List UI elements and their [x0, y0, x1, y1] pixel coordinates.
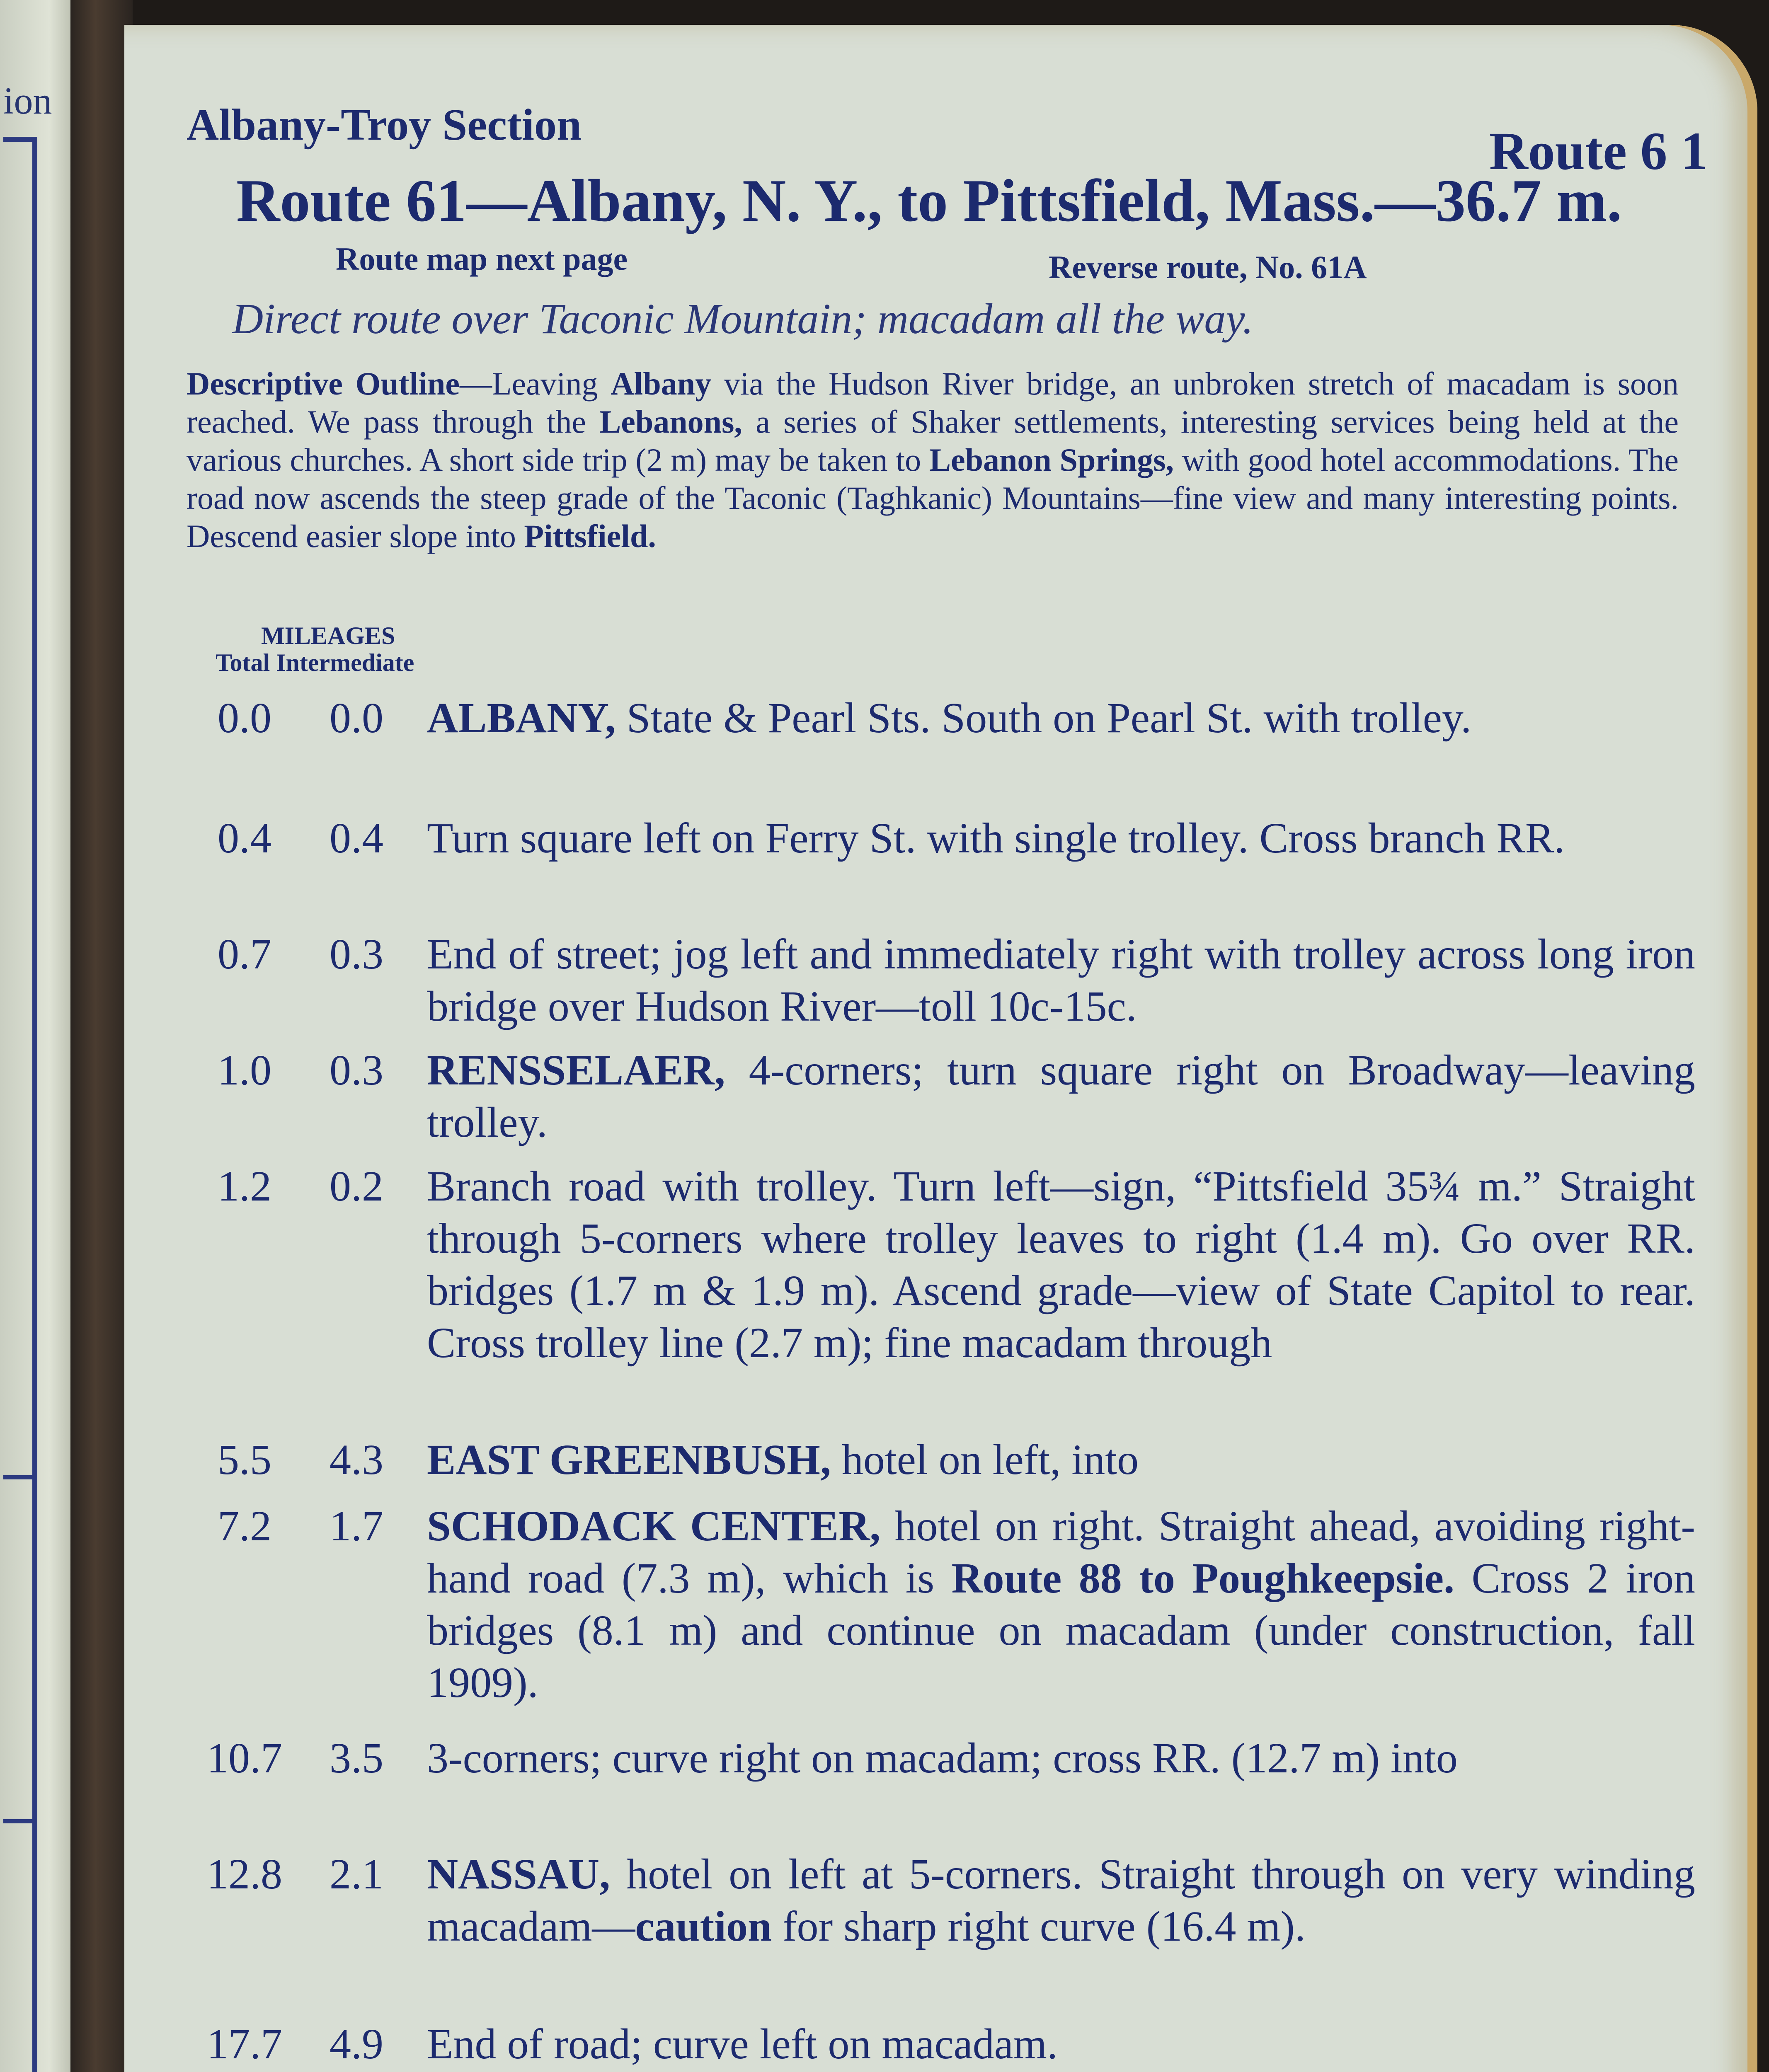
previous-page-frame [3, 137, 37, 2072]
reverse-route-note: Reverse route, No. 61A [1049, 249, 1367, 285]
route-map-note: Route map next page [336, 241, 628, 277]
total-mileage: 1.0 [218, 1046, 271, 1094]
total-mileage: 7.2 [218, 1502, 271, 1550]
outline-place: Albany [611, 366, 712, 402]
route-number: Route 6 1 [1489, 121, 1708, 181]
entry-description: ALBANY, State & Pearl Sts. South on Pearl St. with trolley. [427, 694, 1472, 742]
entry-description: 3-corners; curve right on macadam; cross RR. (12.7 m) into [427, 1734, 1458, 1782]
entry-description: End of street; jog left and immediately right with trolley across long iron bridge over Hudson River—toll 10c-15c. [427, 930, 1695, 1030]
intermediate-mileage: 0.3 [330, 930, 383, 978]
book-gutter [70, 0, 133, 2072]
outline-label: Descriptive Outline [187, 366, 460, 402]
intermediate-mileage: 0.0 [330, 694, 383, 742]
total-mileage: 0.0 [218, 694, 271, 742]
entry-description: RENSSELAER, 4-corners; turn square right on Broadway—leaving trolley. [427, 1046, 1695, 1146]
mileages-header: MILEAGES [261, 622, 395, 649]
previous-page-rule [3, 1475, 32, 1479]
outline-place: Pittsfield. [524, 518, 656, 554]
section-label: Albany-Troy Section [187, 100, 582, 150]
direct-route-note: Direct route over Taconic Mountain; macadam all the way. [232, 295, 1253, 343]
intermediate-mileage: 0.3 [330, 1046, 383, 1094]
descriptive-outline [187, 365, 1679, 555]
entry-description: Turn square left on Ferry St. with single trolley. Cross branch RR. [427, 814, 1565, 862]
intermediate-mileage: 3.5 [330, 1734, 383, 1782]
intermediate-mileage: 4.3 [330, 1436, 383, 1484]
entry-description: Branch road with trolley. Turn left—sign, “Pittsfield 35¾ m.” Straight through 5-corners where trolley leaves to right (1.4 m). Go over RR. bridges (1.7 m & 1.9 m). Ascend grade—view of State Capitol to rear. Cross trolley line (2.7 m); fine macadam through [427, 1162, 1695, 1367]
total-mileage: 0.4 [218, 814, 271, 862]
outline-text: with good hotel accommodations. The road now ascends the steep grade of the Taconic (Taghkanic) Mountains—fine view and many interesting points. Descend easier slope into [187, 442, 1679, 554]
total-mileage: 10.7 [207, 1734, 282, 1782]
mileages-columns: Total Intermediate [216, 649, 414, 676]
intermediate-mileage: 4.9 [330, 2020, 383, 2068]
total-mileage: 17.7 [207, 2020, 282, 2068]
intermediate-mileage: 0.2 [330, 1162, 383, 1210]
outline-place: Lebanon Springs, [929, 442, 1174, 478]
total-mileage: 12.8 [207, 1850, 282, 1898]
previous-page-text: ion [3, 80, 52, 122]
intermediate-mileage: 1.7 [330, 1502, 383, 1550]
entry-description: End of road; curve left on macadam. [427, 2020, 1058, 2068]
entry-description: SCHODACK CENTER, hotel on right. Straight ahead, avoiding right-hand road (7.3 m), which is Route 88 to Poughkeepsie. Cross 2 iron bridges (8.1 m) and continue on macadam (under construction, fall 1909). [427, 1502, 1695, 1706]
outline-text: a series of Shaker settlements, interesting services being held at the various churches. A short side trip (2 m) may be taken to [187, 404, 1679, 478]
book-page [124, 25, 1757, 2072]
total-mileage: 1.2 [218, 1162, 271, 1210]
entry-description: NASSAU, hotel on left at 5-corners. Straight through on very winding macadam—caution for sharp right curve (16.4 m). [427, 1850, 1695, 1950]
outline-text: via the Hudson River bridge, an unbroken stretch of macadam is soon reached. We pass through the [187, 366, 1679, 440]
entry-description: EAST GREENBUSH, hotel on left, into [427, 1436, 1139, 1484]
total-mileage: 5.5 [218, 1436, 271, 1484]
previous-page-rule [3, 1819, 32, 1823]
outline-place: Lebanons, [599, 404, 742, 440]
total-mileage: 0.7 [218, 930, 271, 978]
route-title: Route 61—Albany, N. Y., to Pittsfield, Mass.—36.7 m. [236, 167, 1622, 234]
outline-text: —Leaving [460, 366, 611, 402]
previous-page-edge [0, 0, 70, 2072]
intermediate-mileage: 0.4 [330, 814, 383, 862]
intermediate-mileage: 2.1 [330, 1850, 383, 1898]
